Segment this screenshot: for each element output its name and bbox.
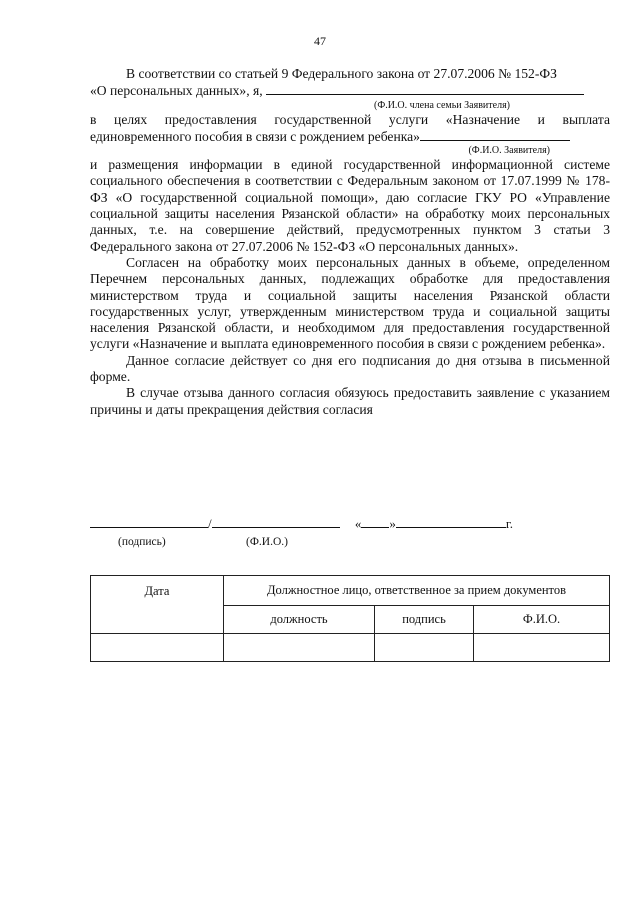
header-date: Дата [91,576,224,634]
cell-date[interactable] [91,634,224,662]
signature-field[interactable] [90,516,208,528]
cell-position[interactable] [224,634,375,662]
year-suffix: г. [505,516,513,531]
paragraph-intro: В соответствии со статьей 9 Федерального закона от 27.07.2006 № 152-ФЗ [126,66,557,81]
header-position: должность [224,606,375,634]
header-fio: Ф.И.О. [474,606,610,634]
cell-signature[interactable] [375,634,474,662]
personal-data-law-ref: «О персональных данных», я, [90,83,263,99]
fio-field[interactable] [212,516,340,528]
quote-open: « [354,516,362,531]
paragraph-validity: Данное согласие действует со дня его подписания до дня отзыва в письменной форме. [90,352,610,385]
applicant-fio-field[interactable] [420,128,570,141]
signature-row [90,516,610,532]
slash: / [208,516,212,531]
caption-signature: (подпись) [118,536,166,548]
paragraph-revocation: В случае отзыва данного согласия обязуюсь предоставить заявление с указанием причины и даты прекращения действия согласия [90,385,610,417]
paragraph-consent: и размещения информации в единой государственной информационной системе социального обеспечения в соответствии с Федеральным законом от 17.07.1999 № 178-ФЗ «О государственной социальной помощи», даю согласие ГКУ РО «Управление социальной защиты населения Рязанской области» на обработку моих персональных данных, т.е. на совершение действий, предусмотренных пунктом 3 статьи 3 Федерального закона от 27.07.2006 № 152-ФЗ «О персональных данных». [90,157,610,254]
paragraph-purpose: в целях предоставления государственной услуги «Назначение и выплата единовременного пособия в связи с рождением ребенка» [90,111,610,144]
quote-close: » [389,516,396,531]
paragraph-scope: Согласен на обработку моих персональных данных в объеме, определенном Перечнем персональных данных, подлежащих обработке для предоставления министерством труда и социальной защиты населения Рязанской области государственных услуг, утвержденным министерством труда и социальной защиты населения Рязанской области, и необходимом для предоставления государственной услуги «Назначение и выплата единовременного пособия в связи с рождением ребенка». [90,254,610,352]
cell-fio[interactable] [474,634,610,662]
registration-table [90,575,610,662]
header-signature: подпись [375,606,474,634]
caption-fio: (Ф.И.О.) [246,536,288,548]
page-number: 47 [314,34,326,48]
header-official: Должностное лицо, ответственное за прием документов [224,576,610,606]
consent-text [90,66,610,418]
member-fio-field[interactable] [266,82,584,95]
caption-member-fio: (Ф.И.О. члена семьи Заявителя) [373,99,510,111]
applicant-line [90,82,610,99]
day-field[interactable] [361,516,389,528]
month-year-field[interactable] [396,516,506,528]
caption-applicant-fio: (Ф.И.О. Заявителя) [468,145,550,157]
